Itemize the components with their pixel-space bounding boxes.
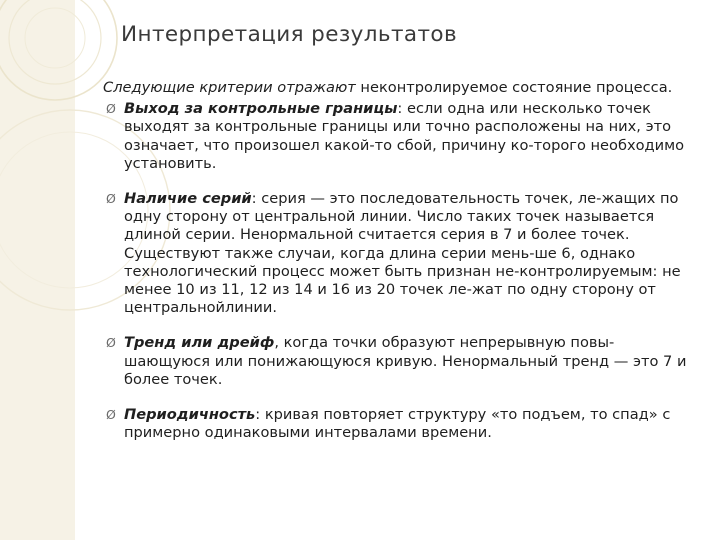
slide-title: Интерпретация результатов	[121, 22, 458, 47]
criteria-item-periodicity	[103, 406, 698, 442]
intro-paragraph	[103, 79, 698, 97]
criteria-text: : если одна или несколько точек выходят за контрольные границы или точно расположены на них, это означает, что произошел какой-то сбой, причину ко-торого необходимо установить.	[124, 100, 685, 172]
criteria-term: Наличие серий	[124, 190, 252, 208]
criteria-term: Периодичность	[124, 406, 256, 424]
intro-italic-text: Следующие критерии отражают	[103, 79, 356, 96]
arrow-bullet-icon: Ø	[106, 191, 116, 207]
criteria-item-out-of-limits	[103, 100, 698, 173]
decorative-ring-middle	[9, 0, 101, 84]
criteria-item-runs	[103, 190, 698, 317]
arrow-bullet-icon: Ø	[106, 101, 116, 117]
criteria-text: : кривая повторяет структуру «то подъем, то спад» с примерно одинаковыми интервалами времени.	[124, 406, 671, 442]
arrow-bullet-icon: Ø	[106, 407, 116, 423]
criteria-item-trend	[103, 334, 698, 389]
decorative-ring-inner	[25, 8, 85, 68]
criteria-list	[103, 100, 698, 442]
intro-text: неконтролируемое состояние процесса.	[355, 79, 673, 96]
arrow-bullet-icon: Ø	[106, 335, 116, 351]
slide-body	[103, 79, 698, 442]
criteria-term: Тренд или дрейф	[124, 334, 275, 352]
criteria-text: : серия — это последовательность точек, ле-жащих по одну сторону от центральной линии. Число таких точек называется длиной серии. Ненормальной считается серия в 7 и более точек. Существуют также случаи, когда длина серии мень-ше 6, однако технологический процесс может быть признан не-контролируемым: не менее 10 из 11, 12 из 14 и 16 из 20 точек ле-жат по одну сторону от центральнойлинии.	[124, 190, 681, 317]
criteria-term: Выход за контрольные границы	[124, 100, 398, 118]
criteria-text: , когда точки образуют непрерывную повы-шающуюся или понижающуюся кривую. Ненормальный тренд — это 7 и более точек.	[124, 334, 687, 388]
